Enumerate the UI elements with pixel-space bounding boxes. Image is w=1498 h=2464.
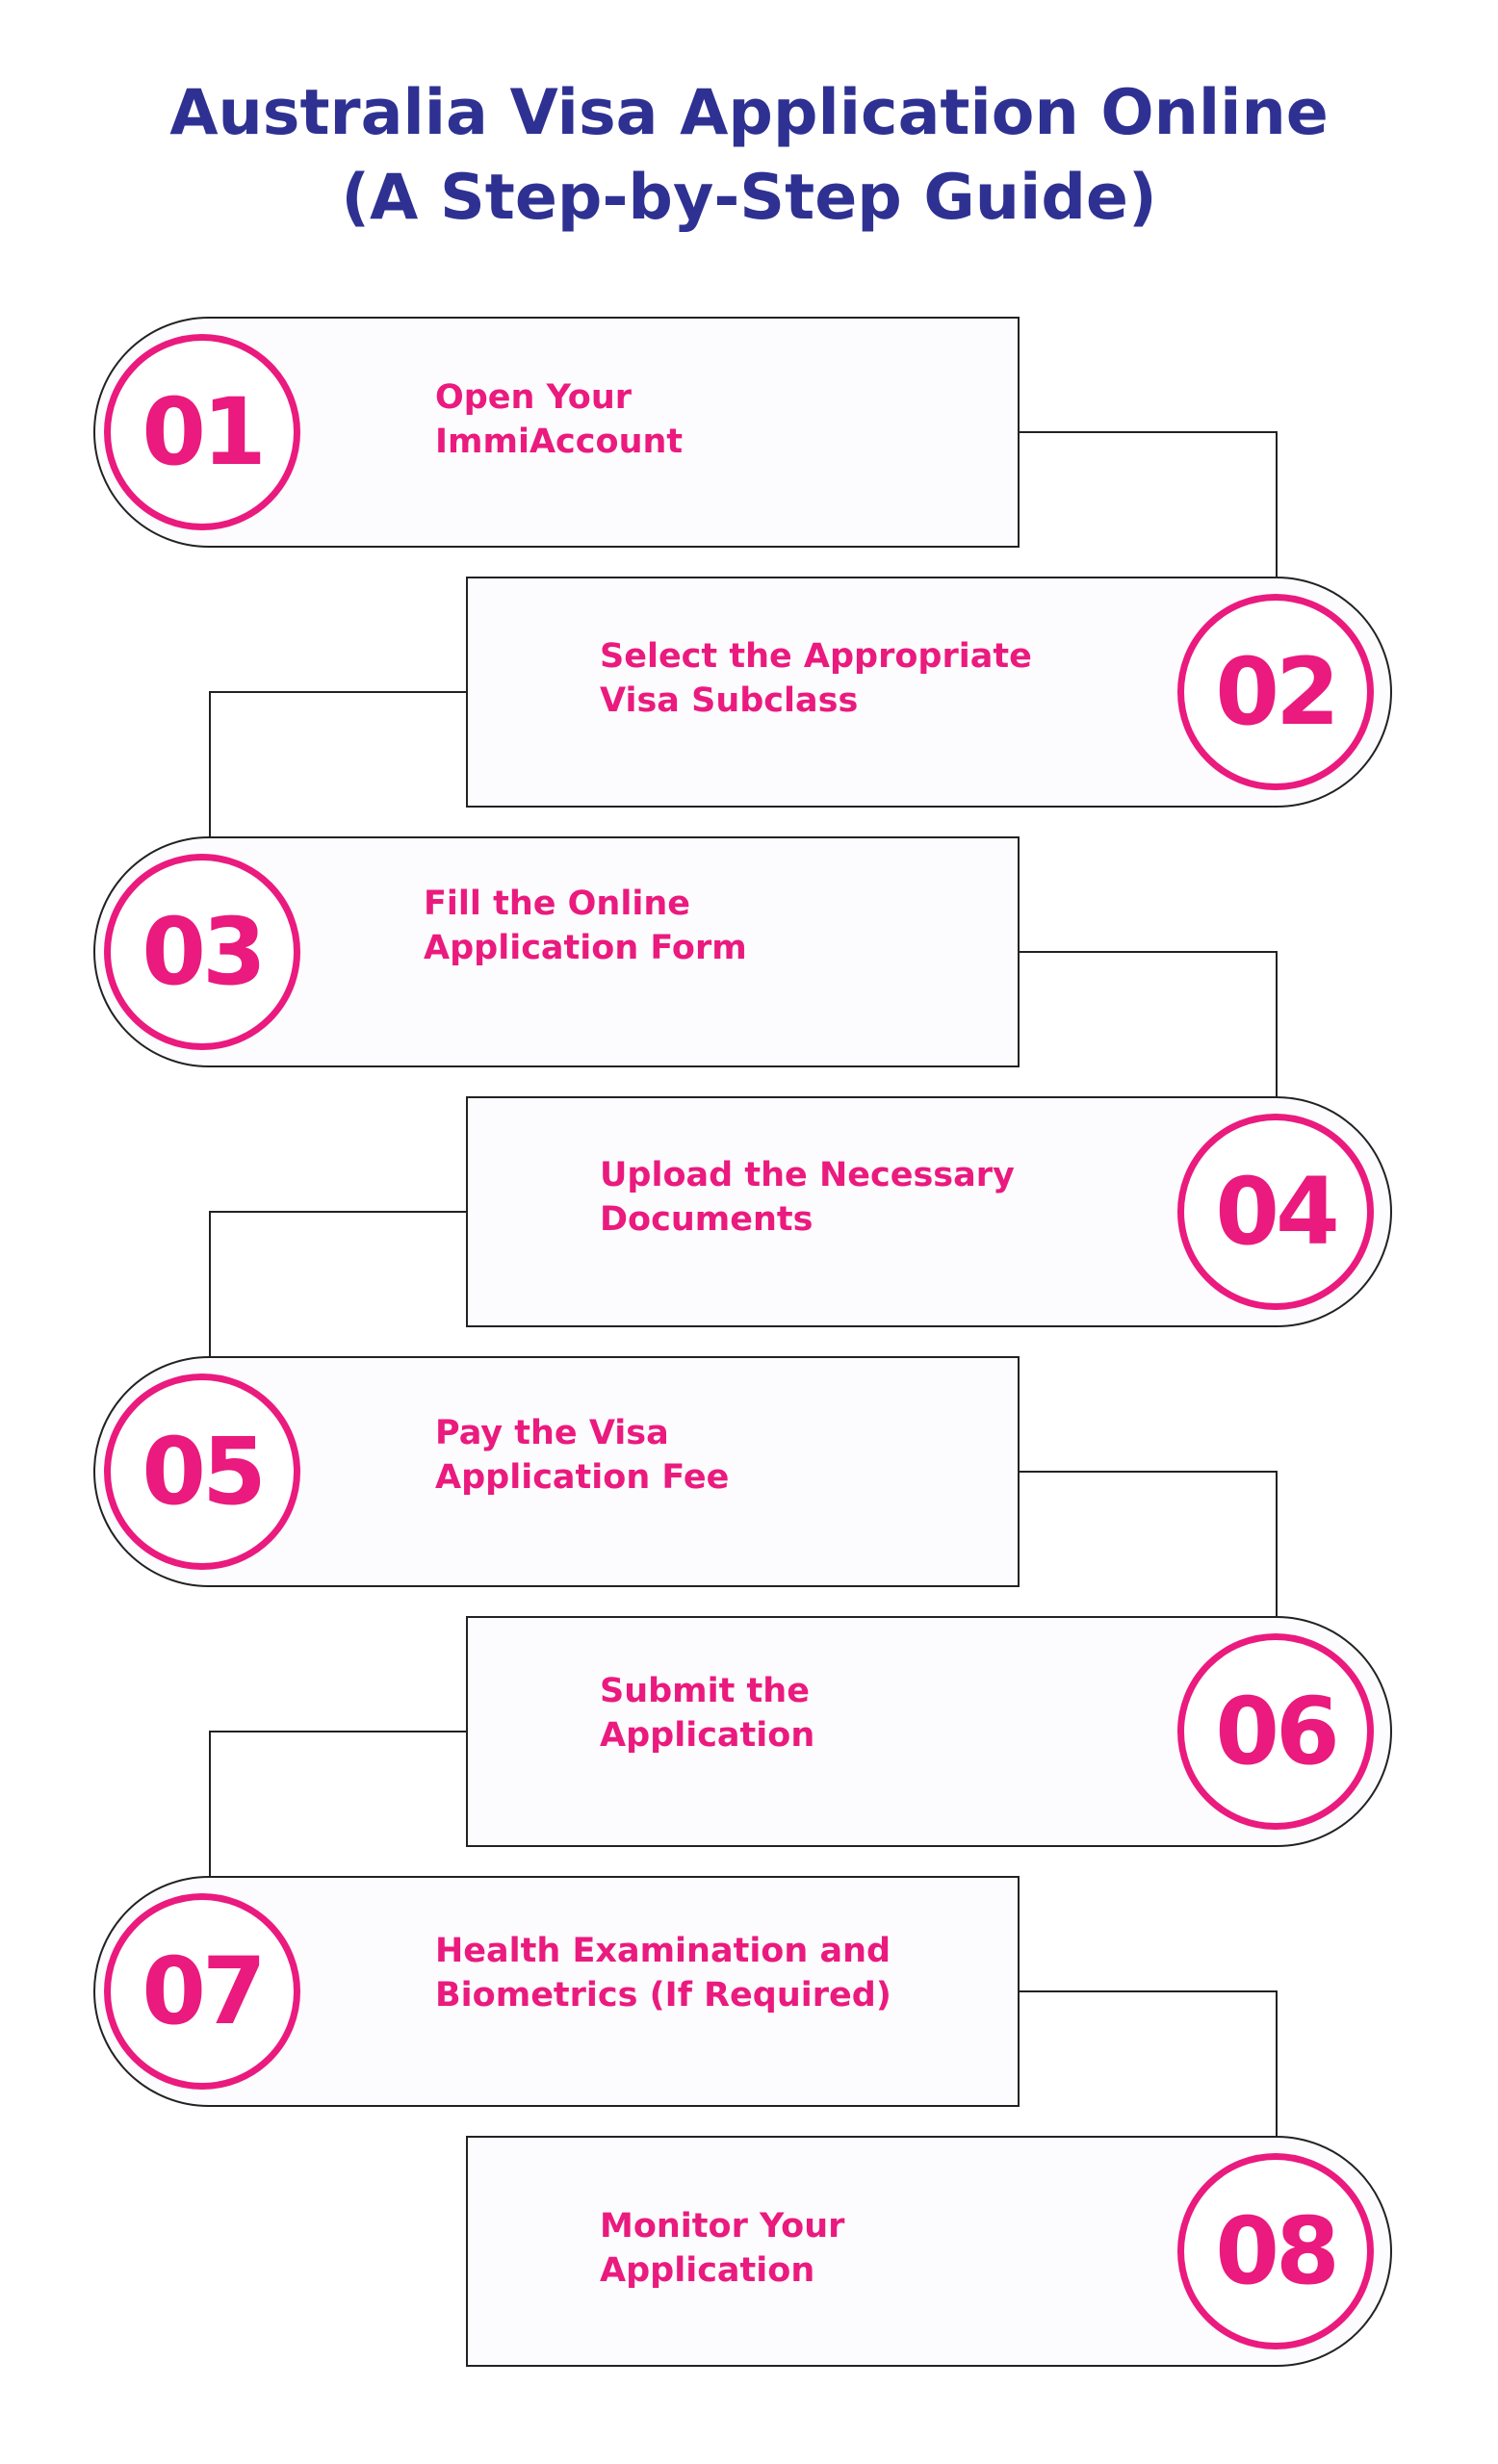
step-07-number: 07	[104, 1893, 300, 2090]
step-01-label	[435, 375, 936, 464]
connector-05-06	[1019, 1472, 1277, 1616]
connector-06-07	[210, 1732, 467, 1876]
step-05-label	[435, 1411, 936, 1500]
step-06-label	[600, 1669, 1100, 1758]
step-02-label	[600, 634, 1100, 723]
step-06-label-line-1: Submit the	[600, 1672, 810, 1710]
step-04-number: 04	[1177, 1114, 1374, 1310]
title-line-2: (A Step-by-Step Guide)	[341, 162, 1157, 234]
step-06-label-line-2: Application	[600, 1716, 815, 1755]
connector-04-05	[210, 1212, 467, 1356]
step-03-label-line-1: Fill the Online	[424, 885, 690, 923]
connector-01-02	[1019, 432, 1277, 577]
connector-07-08	[1019, 1991, 1277, 2136]
step-05-number: 05	[104, 1373, 300, 1570]
step-05-label-line-1: Pay the Visa	[435, 1414, 669, 1452]
step-03-label	[424, 882, 924, 970]
step-07-label-line-1: Health Examination and	[435, 1932, 891, 1970]
step-04-label-line-2: Documents	[600, 1200, 814, 1239]
connector-02-03	[210, 692, 467, 836]
step-08-label	[600, 2204, 1100, 2293]
title-line-1: Australia Visa Application Online	[169, 77, 1329, 149]
step-08-label-line-1: Monitor Your	[600, 2207, 845, 2246]
step-05-label-line-2: Application Fee	[435, 1458, 730, 1497]
step-07-label-line-2: Biometrics (If Required)	[435, 1976, 891, 2015]
step-03-number: 03	[104, 854, 300, 1050]
step-06-number: 06	[1177, 1633, 1374, 1830]
step-01-number: 01	[104, 334, 300, 530]
step-01-label-line-2: ImmiAccount	[435, 423, 684, 461]
connector-03-04	[1019, 952, 1277, 1096]
step-07-label	[435, 1929, 955, 2017]
step-03-label-line-2: Application Form	[424, 929, 747, 967]
step-08-number: 08	[1177, 2153, 1374, 2349]
step-08-label-line-2: Application	[600, 2251, 815, 2290]
step-02-label-line-1: Select the Appropriate	[600, 637, 1032, 676]
step-02-label-line-2: Visa Subclass	[600, 681, 859, 720]
step-04-label	[600, 1153, 1100, 1242]
step-04-label-line-1: Upload the Necessary	[600, 1156, 1015, 1194]
step-02-number: 02	[1177, 594, 1374, 790]
step-01-label-line-1: Open Your	[435, 378, 633, 417]
